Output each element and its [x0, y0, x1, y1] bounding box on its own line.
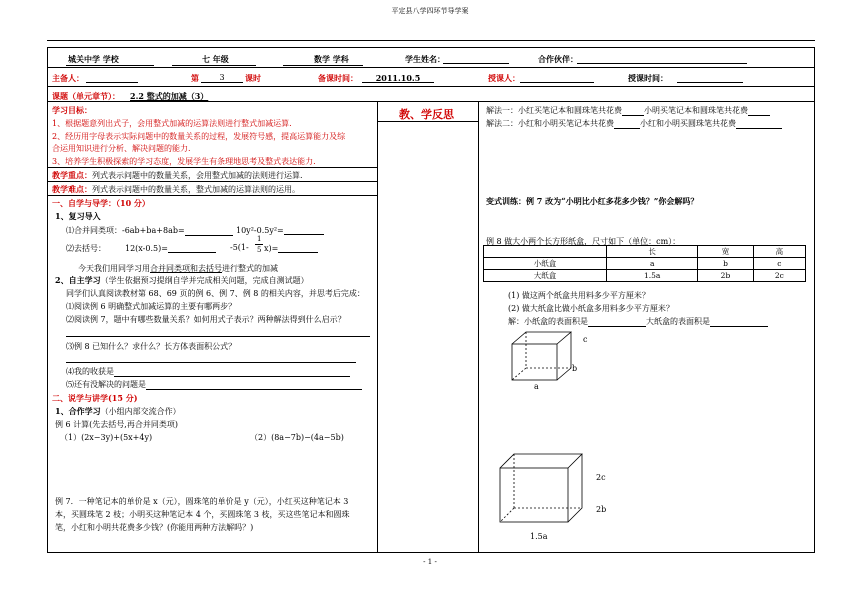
- difficult-point-label: 教学难点：: [52, 184, 92, 194]
- solution1-b-field[interactable]: [748, 106, 770, 116]
- q1-label: ⑴合并同类项：-6ab+ba+8ab=: [66, 226, 185, 235]
- table-cell: 长: [607, 246, 698, 258]
- box-size-table: [483, 245, 806, 282]
- topic-label: 课题（单元章节）：: [52, 91, 120, 101]
- partner-label: 合作伙伴：: [538, 54, 578, 64]
- big-box-length-label: 1.5a: [530, 532, 548, 541]
- q2b-answer[interactable]: [278, 243, 318, 253]
- big-box-width-label: 2b: [596, 505, 607, 514]
- page-header: 平定县八学四环节导学案: [391, 7, 469, 15]
- reading-q3: ⑶例 8 已知什么？求什么？长方体表面积公式？: [66, 342, 237, 351]
- goal-item: 1、根据题意列出式子，会用整式加减的运算法则进行整式加减运算.: [52, 119, 292, 128]
- header-rule: [47, 40, 815, 41]
- rule-row1: [47, 67, 815, 68]
- example6: 例 6 计算(先去括号,再合并同类项): [55, 420, 178, 429]
- student-name-field[interactable]: [443, 54, 509, 64]
- table-cell: 2c: [753, 270, 805, 282]
- teacher-field[interactable]: [520, 73, 594, 83]
- example8-solution-a: 解：小纸盒的表面积是: [508, 317, 588, 326]
- section2-title: 二、说学与讲学(15 分): [52, 393, 138, 403]
- table-cell: 小纸盒: [484, 258, 607, 270]
- lesson-prefix: 第: [191, 73, 199, 83]
- school-label: 城关中学 学校: [68, 54, 119, 64]
- q2a-answer[interactable]: [168, 243, 216, 253]
- table-cell: b: [698, 258, 753, 270]
- page-number: - 1 -: [423, 558, 437, 566]
- rule-goals: [47, 167, 377, 168]
- teacher-label: 授课人：: [488, 73, 520, 83]
- prep-time-label: 备课时间：: [318, 73, 358, 83]
- rule-key: [47, 181, 377, 182]
- q1b-label: 10y²-0.5y²=: [236, 226, 284, 235]
- example8-q2: (2) 做大纸盒比做小纸盒多用料多少平方厘米？: [508, 304, 674, 313]
- table-cell: c: [753, 258, 805, 270]
- table-cell: a: [607, 258, 698, 270]
- table-cell: 1.5a: [607, 270, 698, 282]
- difficult-point-text: 列式表示问题中的数量关系，整式加减的运算法则的运用。: [92, 185, 300, 194]
- big-box-figure: [496, 450, 596, 528]
- intro-mid: 合并同类项和去括号: [150, 264, 222, 273]
- solution2-a: 解法二：小红和小明买笔记本共花费: [486, 119, 614, 128]
- answer-line[interactable]: [66, 362, 356, 363]
- review-title: 1、复习导入: [55, 211, 101, 221]
- school-underline: [66, 65, 154, 66]
- solution1-b: 小明买笔记本和圆珠笔共花费: [644, 106, 748, 115]
- example6-part2: （2）(8a−7b)−(4a−5b): [250, 433, 344, 442]
- teach-time-field[interactable]: [677, 73, 743, 83]
- example8-solution-b: 大纸盒的表面积是: [646, 317, 710, 326]
- coop-title: 1、合作学习: [55, 406, 101, 416]
- reading-q1: ⑴阅读例 6 明确整式加减运算的主要有哪两步？: [66, 302, 237, 311]
- small-box-length-label: a: [534, 382, 539, 391]
- grade-label: 七 年级: [202, 54, 229, 64]
- fraction-numerator: 1: [257, 235, 262, 243]
- q1-answer[interactable]: [185, 226, 233, 236]
- table-cell: 2b: [698, 270, 753, 282]
- q2-label: ⑵去括号：: [66, 244, 106, 253]
- fraction-denominator: 5: [257, 246, 262, 254]
- example8-q1: (1) 做这两个纸盒共用料多少平方厘米？: [508, 291, 650, 300]
- reading-q4: ⑷我的收获是: [66, 367, 114, 376]
- self-study-title: 2、自主学习: [55, 275, 101, 285]
- teach-time-label: 授课时间：: [628, 73, 668, 83]
- goal-item: 3、培养学生积极探索的学习态度，发展学生有条理地思考及整式表达能力.: [52, 157, 316, 166]
- fraction-bar: [255, 244, 263, 245]
- rule-difficult: [47, 195, 377, 196]
- solution1-a-field[interactable]: [622, 106, 644, 116]
- divider-right: [478, 101, 479, 552]
- rule-row2: [47, 86, 815, 87]
- q1b-answer[interactable]: [284, 225, 324, 235]
- subject-underline: [283, 65, 363, 66]
- preparer-label: 主备人：: [52, 73, 84, 83]
- section1-title: 一、自学与导学：（10 分）: [52, 198, 150, 208]
- coop-note: （小组内部交流合作）: [100, 407, 181, 416]
- reading-q5: ⑸还有没解决的问题是: [66, 380, 146, 389]
- solution2-b: 小红和小明买圆珠笔共花费: [640, 119, 736, 128]
- q2b-tail: x)=: [264, 244, 279, 253]
- intro-post: 进行整式的加减: [222, 264, 278, 273]
- table-cell: 高: [753, 246, 805, 258]
- prep-time: 2011.10.5: [362, 73, 434, 83]
- small-box-height-label: c: [583, 335, 588, 344]
- self-study-task: 同学们认真阅读教材第 68、69 页的例 6、例 7、例 8 的相关内容，并思考后完成：: [66, 289, 365, 298]
- table-cell: 大纸盒: [484, 270, 607, 282]
- lesson-suffix: 课时: [245, 73, 261, 83]
- small-box-width-label: b: [572, 364, 578, 373]
- unsolved-field[interactable]: [146, 380, 362, 390]
- example6-part1: （1）(2x−3y)+(5x+4y): [60, 433, 153, 442]
- subject-label: 数学 学科: [314, 54, 349, 64]
- small-box-figure: [508, 328, 608, 390]
- self-study-note: （学生依据预习提纲自学并完成相关问题，完成自测试题）: [100, 276, 309, 285]
- topic-title: 2.2 整式的加减（3）: [130, 91, 209, 101]
- goals-heading: 学习目标：: [52, 105, 92, 115]
- preparer-field[interactable]: [86, 73, 138, 83]
- solution2-a-field[interactable]: [614, 119, 640, 129]
- example8: 例 8 做大小两个长方形纸盒，尺寸如下（单位：cm）：: [486, 237, 681, 246]
- table-cell: 宽: [698, 246, 753, 258]
- partner-field[interactable]: [577, 54, 747, 64]
- key-point-label: 教学重点：: [52, 170, 92, 180]
- reflection-header: 教、学反思: [399, 108, 454, 121]
- small-area-field[interactable]: [588, 317, 646, 327]
- solution2-b-field[interactable]: [736, 119, 782, 129]
- divider-left: [377, 101, 378, 552]
- q2b-label: -5(1-: [230, 243, 249, 252]
- intro-pre: 今天我们用同学习用: [78, 264, 150, 273]
- table-row: [484, 246, 806, 258]
- key-point-text: 列式表示问题中的数量关系，会用整式加减的法则进行运算.: [92, 171, 303, 180]
- example7-line: 本，买圆珠笔 2 枝；小明买这种笔记本 4 个，买圆珠笔 3 枝，买这些笔记本和圆珠: [55, 510, 350, 519]
- example7-line: 例 7．一种笔记本的单价是 x（元），圆珠笔的单价是 y（元），小红买这种笔记本 3: [55, 497, 349, 506]
- table-row: [484, 270, 806, 282]
- grade-underline: [172, 65, 256, 66]
- solution1-a: 解法一：小红买笔记本和圆珠笔共花费: [486, 106, 622, 115]
- goal-item: 合运用知识进行分析、解决问题的能力.: [52, 144, 191, 153]
- lesson-number: 3: [201, 73, 243, 83]
- reading-q2: ⑵阅读例 7，题中有哪些数量关系？如何用式子表示？两种解法得到什么启示？: [66, 315, 346, 324]
- example7-line: 笔，小红和小明共花费多少钱？(你能用两种方法解吗？): [55, 523, 254, 532]
- goal-item: 2、经历用字母表示实际问题中的数量关系的过程，发展符号感，提高运算能力及综: [52, 132, 346, 141]
- variant-training: 变式训练：例 7 改为“小明比小红多花多少钱？”你会解吗？: [486, 196, 699, 206]
- table-cell: [484, 246, 607, 258]
- table-row: [484, 258, 806, 270]
- answer-line[interactable]: [66, 336, 370, 337]
- student-name-label: 学生姓名：: [405, 54, 445, 64]
- q2a-label: 12(x-0.5)=: [125, 244, 168, 253]
- big-box-height-label: 2c: [596, 473, 606, 482]
- harvest-field[interactable]: [114, 367, 350, 377]
- large-area-field[interactable]: [710, 317, 768, 327]
